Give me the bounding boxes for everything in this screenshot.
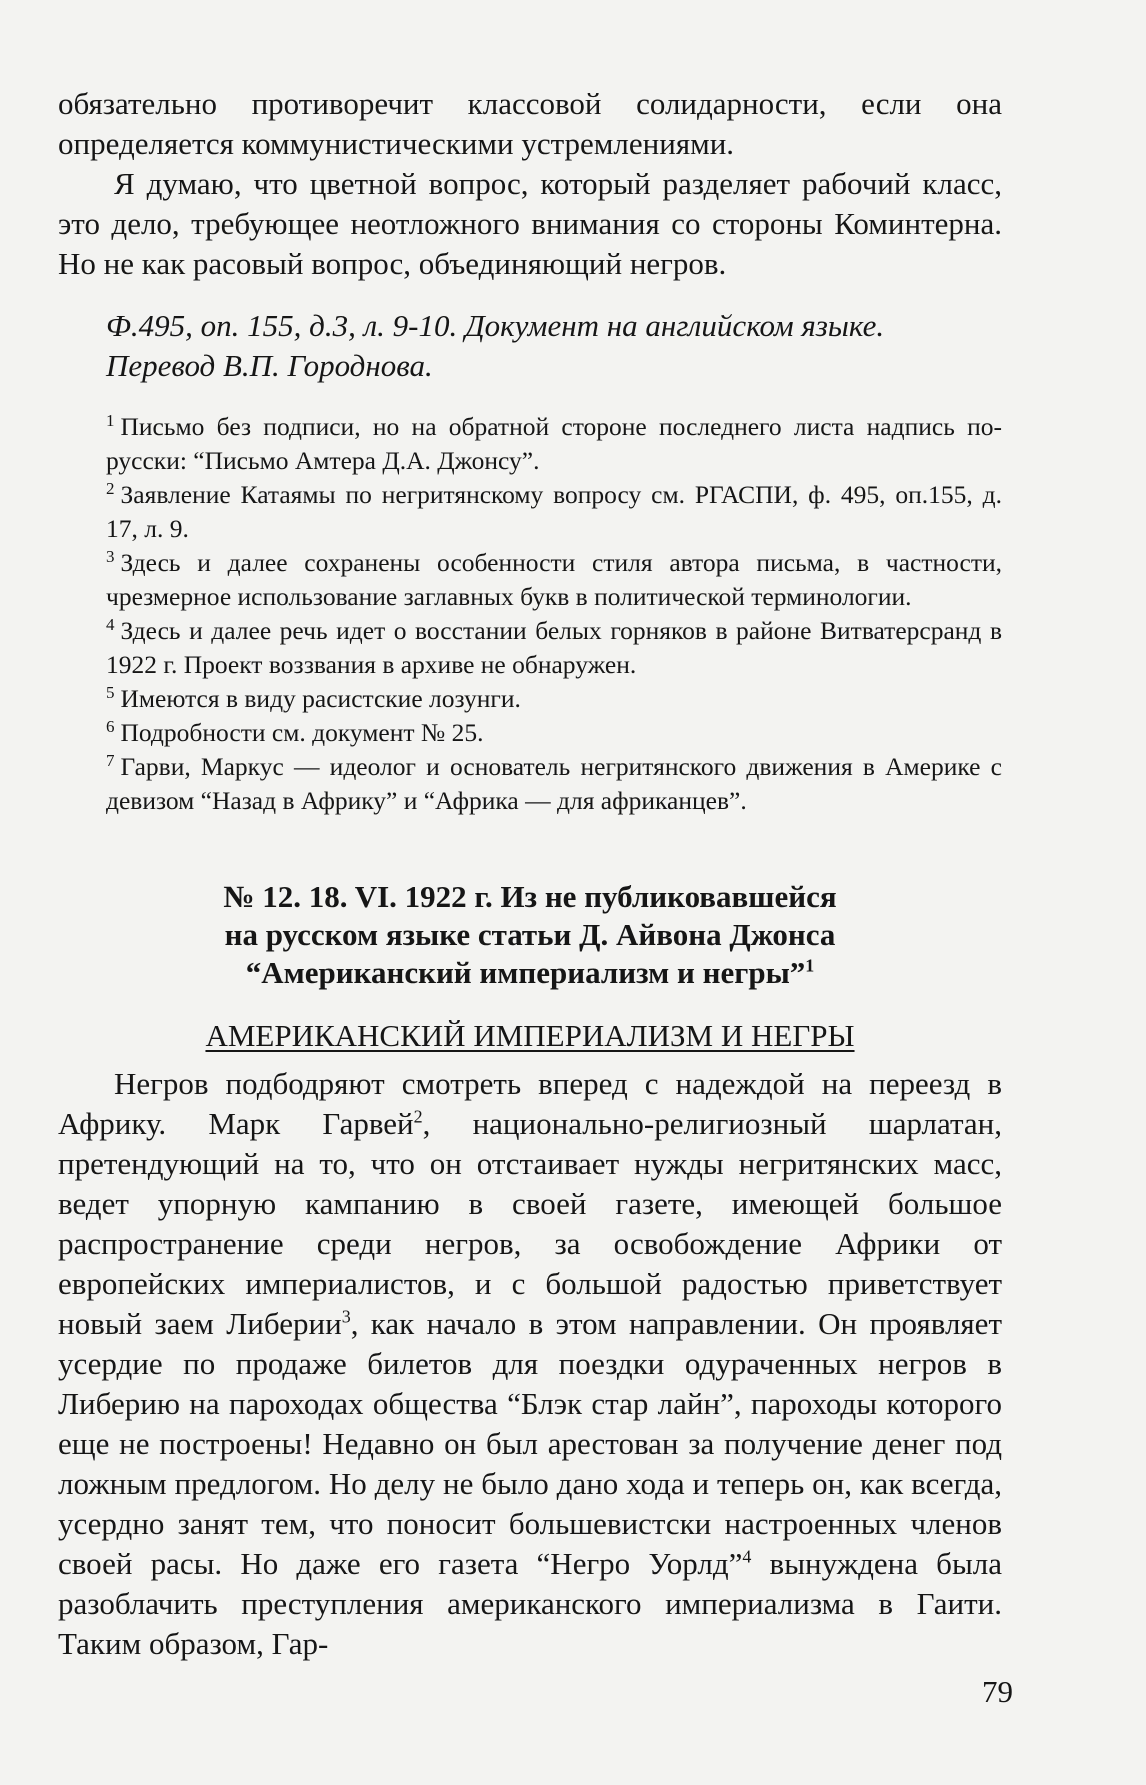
footnote-number: 3 xyxy=(106,546,115,566)
footnote-2 xyxy=(106,478,1002,546)
page-number: 79 xyxy=(982,1674,1013,1709)
source-line-2: Перевод В.П. Городнова. xyxy=(106,348,433,383)
article-body-part-2: , национально-религиозный шарлатан, претендующий на то, что он отстаивает нужды негритянских масс, ведет упорную кампанию в своей газете, имеющей большое распространение среди негров, за освобождение Африки от европейских империалистов, и с большой радостью приветствует новый заем Либерии xyxy=(58,1106,1002,1341)
text-column xyxy=(58,84,1002,1664)
footnote-reference: 4 xyxy=(742,1546,752,1567)
document-heading xyxy=(58,878,1002,992)
intro-paragraph-1: обязательно противоречит классовой солидарности, если она определяется коммунистическими устремлениями. xyxy=(58,86,1002,161)
footnote-5 xyxy=(106,682,1002,716)
footnote-1 xyxy=(106,410,1002,478)
footnote-number: 6 xyxy=(106,716,115,736)
article-body-part-1: Негров подбодряют смотреть вперед с надеждой на переезд в Африку. Марк Гарвей xyxy=(58,1066,1002,1141)
footnote-text: Здесь и далее речь идет о восстании белых горняков в районе Витватерсранд в 1922 г. Проект воззвания в архиве не обнаружен. xyxy=(106,616,1002,679)
document-heading-line-3 xyxy=(58,954,1002,992)
footnote-text: Подробности см. документ № 25. xyxy=(120,718,484,747)
intro-paragraph-2: Я думаю, что цветной вопрос, который разделяет рабочий класс, это дело, требующее неотложного внимания со стороны Коминтерна. Но не как расовый вопрос, объединяющий негров. xyxy=(58,166,1002,281)
footnote-number: 7 xyxy=(106,750,115,770)
article-body-part-3: , как начало в этом направлении. Он проявляет усердие по продаже билетов для поездки одураченных негров в Либерию на пароходах общества “Блэк стар лайн”, пароходы которого еще не построены! Недавно он был арестован за получение денег под ложным предлогом. Но делу не было дано хода и теперь он, как всегда, усердно занят тем, что поносит большевистски настроенных членов своей расы. Но даже его газета “Негро Уорлд” xyxy=(58,1306,1002,1581)
footnote-text: Письмо без подписи, но на обратной стороне последнего листа надпись по-русски: “Письмо Амтера Д.А. Джонсу”. xyxy=(106,412,1002,475)
document-heading-line-1: № 12. 18. VI. 1922 г. Из не публиковавшейся xyxy=(223,879,837,914)
source-line-1: Ф.495, оп. 155, д.3, л. 9-10. Документ на английском языке. xyxy=(106,308,885,343)
footnote-text: Здесь и далее сохранены особенности стиля автора письма, в частности, чрезмерное использование заглавных букв в политической терминологии. xyxy=(106,548,1002,611)
footnote-4 xyxy=(106,614,1002,682)
footnote-number: 5 xyxy=(106,682,115,702)
footnote-number: 1 xyxy=(106,410,115,430)
footnote-text: Имеются в виду расистские лозунги. xyxy=(120,684,521,713)
footnote-7 xyxy=(106,750,1002,818)
footnote-text: Заявление Катаямы по негритянскому вопросу см. РГАСПИ, ф. 495, оп.155, д. 17, л. 9. xyxy=(106,480,1002,543)
footnote-text: Гарви, Маркус — идеолог и основатель негритянского движения в Америке с девизом “Назад в Африку” и “Африка — для африканцев”. xyxy=(106,752,1002,815)
archival-source xyxy=(58,306,1002,386)
footnote-reference: 3 xyxy=(341,1306,351,1327)
document-heading-title: “Американский империализм и негры” xyxy=(245,955,806,990)
footnote-number: 4 xyxy=(106,614,115,634)
article-title xyxy=(58,1016,1002,1056)
footnote-3 xyxy=(106,546,1002,614)
footnote-6 xyxy=(106,716,1002,750)
document-heading-line-2: на русском языке статьи Д. Айвона Джонса xyxy=(224,917,836,952)
article-title-text: АМЕРИКАНСКИЙ ИМПЕРИАЛИЗМ И НЕГРЫ xyxy=(205,1018,855,1053)
article-body-part-4: вынуждена была разоблачить преступления американского империализма в Гаити. Таким образом, Гар- xyxy=(58,1546,1002,1661)
footnote-reference: 1 xyxy=(805,955,815,976)
footnote-number: 2 xyxy=(106,478,115,498)
footnote-reference: 2 xyxy=(413,1106,423,1127)
footnotes xyxy=(58,410,1002,818)
article-body xyxy=(58,1064,1002,1664)
